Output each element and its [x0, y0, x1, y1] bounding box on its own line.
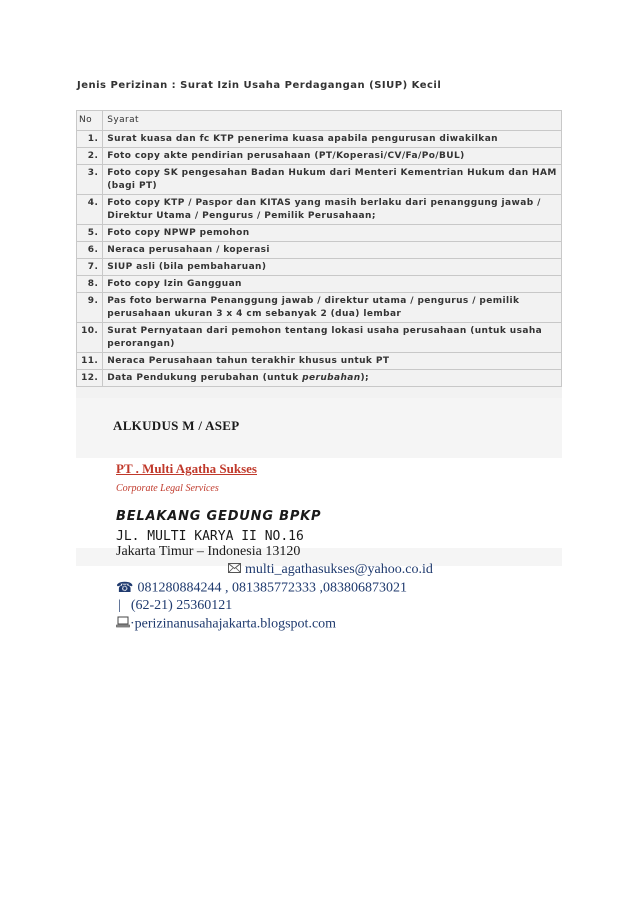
page-heading: Jenis Perizinan : Surat Izin Usaha Perdagangan (SIUP) Kecil	[77, 80, 442, 91]
row-number: 10.	[77, 323, 103, 353]
computer-icon	[116, 616, 130, 633]
table-row	[77, 353, 562, 370]
row-text: Foto copy Izin Gangguan	[103, 276, 562, 293]
table-row	[77, 242, 562, 259]
column-header-no: No	[77, 111, 103, 131]
phone-numbers: 081280884244 , 081385772333 ,083806873021	[137, 580, 407, 596]
email-address[interactable]: multi_agathasukses@yahoo.co.id	[245, 562, 433, 578]
row-number: 2.	[77, 148, 103, 165]
website-line	[116, 616, 336, 633]
email-line	[228, 562, 433, 578]
row-text: Foto copy NPWP pemohon	[103, 225, 562, 242]
row-text: Neraca perusahaan / koperasi	[103, 242, 562, 259]
row-number: 12.	[77, 370, 103, 387]
row-text: Pas foto berwarna Penanggung jawab / direktur utama / pengurus / pemilik perusahaan ukuran 3 x 4 cm sebanyak 2 (dua) lembar	[103, 293, 562, 323]
row-number: 8.	[77, 276, 103, 293]
table-row	[77, 276, 562, 293]
row-text: Foto copy akte pendirian perusahaan (PT/Koperasi/CV/Fa/Po/BUL)	[103, 148, 562, 165]
row-text: Surat kuasa dan fc KTP penerima kuasa apabila pengurusan diwakilkan	[103, 131, 562, 148]
row-text-italic: perubahan	[302, 373, 361, 383]
requirements-table-container	[76, 110, 562, 398]
table-row	[77, 148, 562, 165]
table-row	[77, 293, 562, 323]
table-row	[77, 323, 562, 353]
contact-name: ALKUDUS M / ASEP	[113, 418, 240, 433]
row-text: SIUP asli (bila pembaharuan)	[103, 259, 562, 276]
row-number: 7.	[77, 259, 103, 276]
row-number: 9.	[77, 293, 103, 323]
table-row	[77, 195, 562, 225]
table-row	[77, 225, 562, 242]
table-row	[77, 131, 562, 148]
row-text-prefix: Data Pendukung perubahan (untuk	[107, 373, 303, 383]
row-text-suffix: );	[360, 373, 370, 383]
row-text: Surat Pernyataan dari pemohon tentang lokasi usaha perusahaan (untuk usaha perorangan)	[103, 323, 562, 353]
row-number: 11.	[77, 353, 103, 370]
address-line-1: BELAKANG GEDUNG BPKP	[116, 509, 322, 524]
phone-line	[116, 580, 407, 597]
row-text: Foto copy KTP / Paspor dan KITAS yang masih berlaku dari penanggung jawab / Direktur Utama / Pengurus / Pemilik Perusahaan;	[103, 195, 562, 225]
website-url[interactable]: perizinanusahajakarta.blogspot.com	[134, 616, 337, 632]
telephone-icon: ☎	[116, 581, 134, 596]
row-text: Foto copy SK pengesahan Badan Hukum dari Menteri Kementrian Hukum dan HAM (bagi PT)	[103, 165, 562, 195]
website-dot: ·	[130, 616, 135, 632]
table-row	[77, 165, 562, 195]
table-header-row	[77, 111, 562, 131]
table-row	[77, 370, 562, 387]
column-header-syarat: Syarat	[103, 111, 562, 131]
table-row	[77, 259, 562, 276]
fax-line	[118, 598, 232, 614]
fax-icon: |	[118, 598, 121, 613]
company-name: PT . Multi Agatha Sukses	[116, 461, 257, 476]
row-number: 4.	[77, 195, 103, 225]
row-text	[103, 370, 562, 387]
row-number: 6.	[77, 242, 103, 259]
address-line-3: Jakarta Timur – Indonesia 13120	[116, 544, 301, 559]
envelope-icon	[228, 562, 241, 578]
address-line-2: JL. MULTI KARYA II NO.16	[116, 529, 304, 544]
requirements-table	[76, 110, 562, 387]
row-text: Neraca Perusahaan tahun terakhir khusus untuk PT	[103, 353, 562, 370]
row-number: 1.	[77, 131, 103, 148]
company-tagline: Corporate Legal Services	[116, 483, 219, 494]
row-number: 3.	[77, 165, 103, 195]
fax-number: (62-21) 25360121	[130, 598, 233, 614]
row-number: 5.	[77, 225, 103, 242]
